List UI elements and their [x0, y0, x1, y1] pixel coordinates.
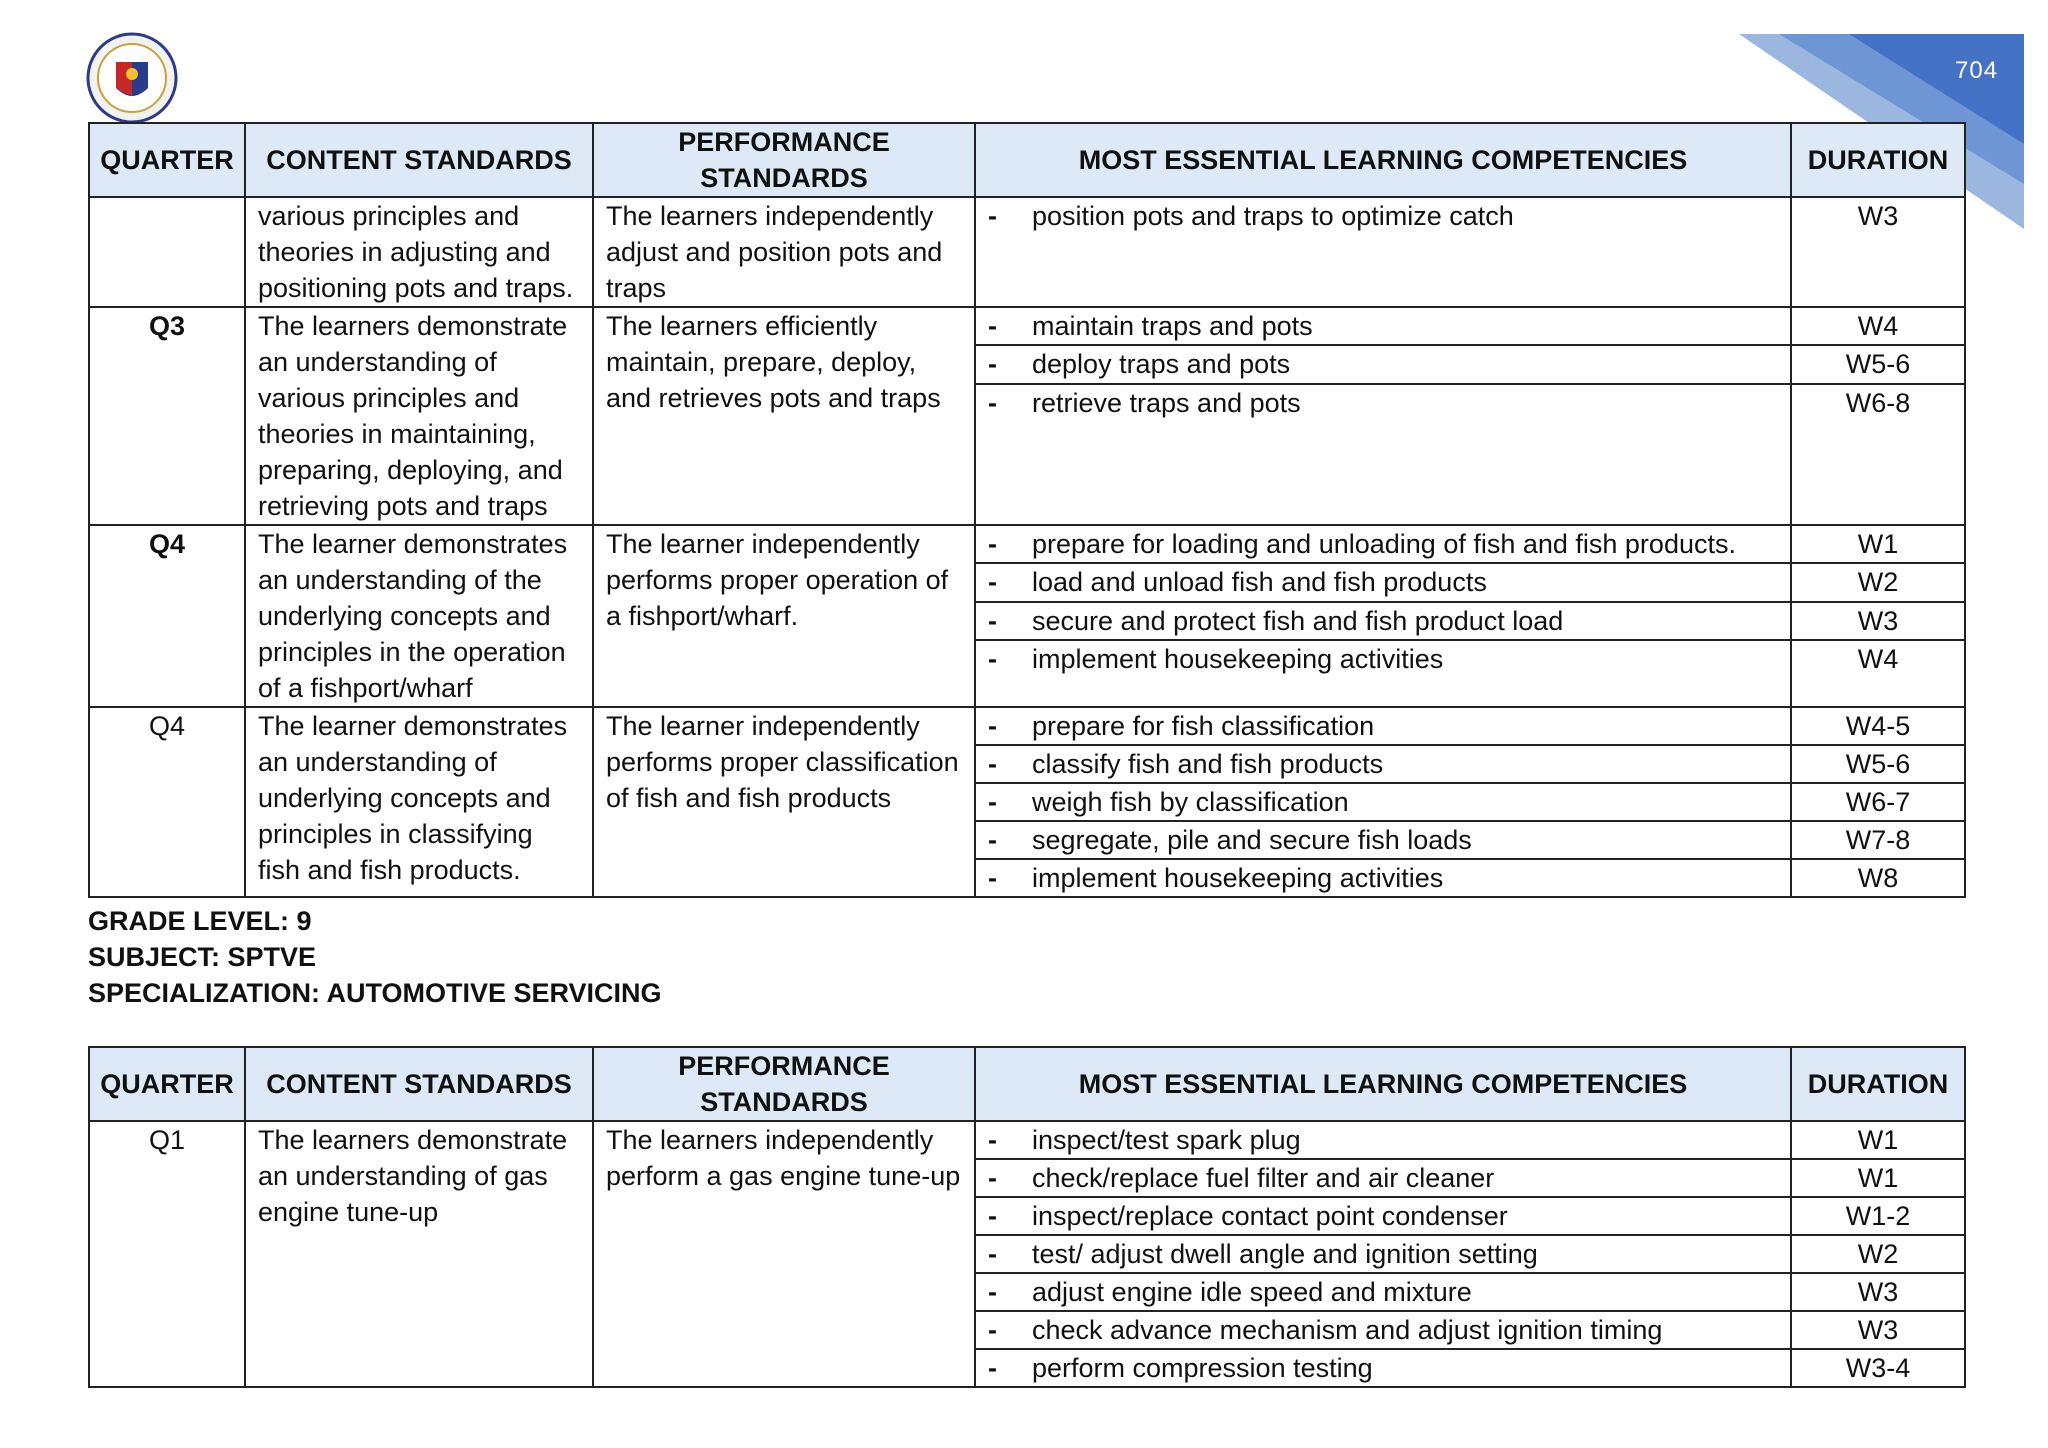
- competency-text: weigh fish by classification: [1032, 787, 1349, 817]
- deped-seal-icon: [86, 32, 178, 124]
- header-content-standards: CONTENT STANDARDS: [245, 123, 593, 197]
- bullet-dash: -: [988, 201, 997, 231]
- competency-text: retrieve traps and pots: [1032, 387, 1301, 418]
- duration-cell: W2: [1791, 563, 1965, 601]
- duration-cell: W5-6: [1791, 745, 1965, 783]
- bullet-dash: -: [988, 1277, 997, 1307]
- competency-text: prepare for loading and unloading of fish and fish products.: [1032, 529, 1736, 559]
- competency-cell: [975, 1349, 1791, 1387]
- quarter-cell: Q4: [89, 707, 245, 897]
- competency-text: implement housekeeping activities: [1032, 644, 1444, 675]
- bullet-dash: -: [988, 711, 997, 741]
- duration-cell: W5-6: [1791, 345, 1965, 383]
- competency-cell: [975, 1273, 1791, 1311]
- bullet-dash: -: [988, 387, 997, 418]
- competency-text: test/ adjust dwell angle and ignition setting: [1032, 1239, 1538, 1269]
- competency-cell: [975, 1311, 1791, 1349]
- competency-cell: [975, 821, 1791, 859]
- competency-cell: [975, 197, 1791, 307]
- header-quarter: QUARTER: [89, 123, 245, 197]
- performance-standard-cell: The learners independently adjust and position pots and traps: [593, 197, 975, 307]
- duration-cell: W4-5: [1791, 707, 1965, 745]
- competency-table-1: [88, 122, 1966, 898]
- grade-level: GRADE LEVEL: 9: [88, 906, 312, 936]
- performance-standard-cell: The learners efficiently maintain, prepare, deploy, and retrieves pots and traps: [593, 307, 975, 525]
- quarter-cell: Q4: [89, 525, 245, 707]
- subject: SUBJECT: SPTVE: [88, 942, 317, 972]
- duration-cell: W3: [1791, 1273, 1965, 1311]
- competency-cell: [975, 783, 1791, 821]
- content-standard-cell: The learner demonstrates an understanding of the underlying concepts and principles in the operation of a fishport/wharf: [245, 525, 593, 707]
- duration-cell: W2: [1791, 1235, 1965, 1273]
- table-header-row: [89, 123, 1965, 197]
- specialization: SPECIALIZATION: AUTOMOTIVE SERVICING: [88, 978, 662, 1008]
- table-row: [89, 1121, 1965, 1159]
- competency-text: perform compression testing: [1032, 1353, 1373, 1383]
- bullet-dash: -: [988, 749, 997, 779]
- competency-cell: [975, 640, 1791, 707]
- performance-standard-cell: The learner independently performs proper classification of fish and fish products: [593, 707, 975, 897]
- competency-cell: [975, 745, 1791, 783]
- bullet-dash: -: [988, 1163, 997, 1193]
- competency-cell: [975, 1159, 1791, 1197]
- duration-cell: W3: [1791, 602, 1965, 640]
- duration-cell: W6-7: [1791, 783, 1965, 821]
- bullet-dash: -: [988, 311, 997, 341]
- competency-text: classify fish and fish products: [1032, 749, 1384, 779]
- competency-cell: [975, 1197, 1791, 1235]
- content-standard-cell: The learners demonstrate an understanding of various principles and theories in maintaining, preparing, deploying, and retrieving pots and traps: [245, 307, 593, 525]
- competency-text: load and unload fish and fish products: [1032, 567, 1487, 598]
- competency-cell: [975, 859, 1791, 897]
- header-quarter: QUARTER: [89, 1047, 245, 1121]
- competency-text: segregate, pile and secure fish loads: [1032, 825, 1472, 855]
- competency-text: prepare for fish classification: [1032, 711, 1375, 741]
- competency-text: check advance mechanism and adjust ignition timing: [1032, 1315, 1663, 1345]
- quarter-cell: [89, 197, 245, 307]
- competency-text: maintain traps and pots: [1032, 311, 1313, 341]
- duration-cell: W3: [1791, 197, 1965, 307]
- header-duration: DURATION: [1791, 1047, 1965, 1121]
- table-header-row: [89, 1047, 1965, 1121]
- competency-cell: [975, 563, 1791, 601]
- bullet-dash: -: [988, 567, 997, 598]
- content-standard-cell: various principles and theories in adjusting and positioning pots and traps.: [245, 197, 593, 307]
- performance-standard-cell: The learner independently performs proper operation of a fishport/wharf.: [593, 525, 975, 707]
- competency-text: check/replace fuel filter and air cleaner: [1032, 1163, 1495, 1193]
- bullet-dash: -: [988, 644, 997, 675]
- competency-text: implement housekeeping activities: [1032, 863, 1444, 893]
- bullet-dash: -: [988, 1315, 997, 1345]
- competency-cell: [975, 1235, 1791, 1273]
- bullet-dash: -: [988, 605, 997, 636]
- bullet-dash: -: [988, 1239, 997, 1269]
- header-performance-standards: PERFORMANCE STANDARDS: [593, 123, 975, 197]
- competency-cell: [975, 602, 1791, 640]
- duration-cell: W4: [1791, 307, 1965, 345]
- header-content-standards: CONTENT STANDARDS: [245, 1047, 593, 1121]
- header-duration: DURATION: [1791, 123, 1965, 197]
- bullet-dash: -: [988, 349, 997, 380]
- duration-cell: W1-2: [1791, 1197, 1965, 1235]
- content-standard-cell: The learners demonstrate an understanding of gas engine tune-up: [245, 1121, 593, 1387]
- competency-text: inspect/test spark plug: [1032, 1125, 1301, 1155]
- bullet-dash: -: [988, 1353, 997, 1383]
- competency-text: position pots and traps to optimize catch: [1032, 201, 1514, 231]
- bullet-dash: -: [988, 787, 997, 817]
- bullet-dash: -: [988, 1201, 997, 1231]
- table-row: [89, 307, 1965, 345]
- performance-standard-cell: The learners independently perform a gas engine tune-up: [593, 1121, 975, 1387]
- header-competencies: MOST ESSENTIAL LEARNING COMPETENCIES: [975, 1047, 1791, 1121]
- duration-cell: W4: [1791, 640, 1965, 707]
- table-row: [89, 197, 1965, 307]
- competency-cell: [975, 525, 1791, 563]
- competency-cell: [975, 384, 1791, 525]
- duration-cell: W1: [1791, 1121, 1965, 1159]
- duration-cell: W1: [1791, 525, 1965, 563]
- duration-cell: W7-8: [1791, 821, 1965, 859]
- header-competencies: MOST ESSENTIAL LEARNING COMPETENCIES: [975, 123, 1791, 197]
- competency-cell: [975, 345, 1791, 383]
- competency-text: secure and protect fish and fish product load: [1032, 605, 1564, 636]
- competency-text: adjust engine idle speed and mixture: [1032, 1277, 1472, 1307]
- competency-cell: [975, 707, 1791, 745]
- bullet-dash: -: [988, 863, 997, 893]
- content-standard-cell: The learner demonstrates an understanding of underlying concepts and principles in classifying fish and fish products.: [245, 707, 593, 897]
- competency-cell: [975, 307, 1791, 345]
- duration-cell: W1: [1791, 1159, 1965, 1197]
- table-row: [89, 525, 1965, 563]
- quarter-cell: Q1: [89, 1121, 245, 1387]
- competency-table-2: [88, 1046, 1966, 1388]
- header-performance-standards: PERFORMANCE STANDARDS: [593, 1047, 975, 1121]
- page-number: 704: [1955, 57, 1999, 84]
- section-meta: [88, 903, 662, 1011]
- bullet-dash: -: [988, 529, 997, 559]
- bullet-dash: -: [988, 1125, 997, 1155]
- competency-cell: [975, 1121, 1791, 1159]
- duration-cell: W3-4: [1791, 1349, 1965, 1387]
- duration-cell: W8: [1791, 859, 1965, 897]
- duration-cell: W3: [1791, 1311, 1965, 1349]
- quarter-cell: Q3: [89, 307, 245, 525]
- bullet-dash: -: [988, 825, 997, 855]
- competency-text: deploy traps and pots: [1032, 349, 1291, 380]
- competency-text: inspect/replace contact point condenser: [1032, 1201, 1508, 1231]
- duration-cell: W6-8: [1791, 384, 1965, 525]
- table-row: [89, 707, 1965, 745]
